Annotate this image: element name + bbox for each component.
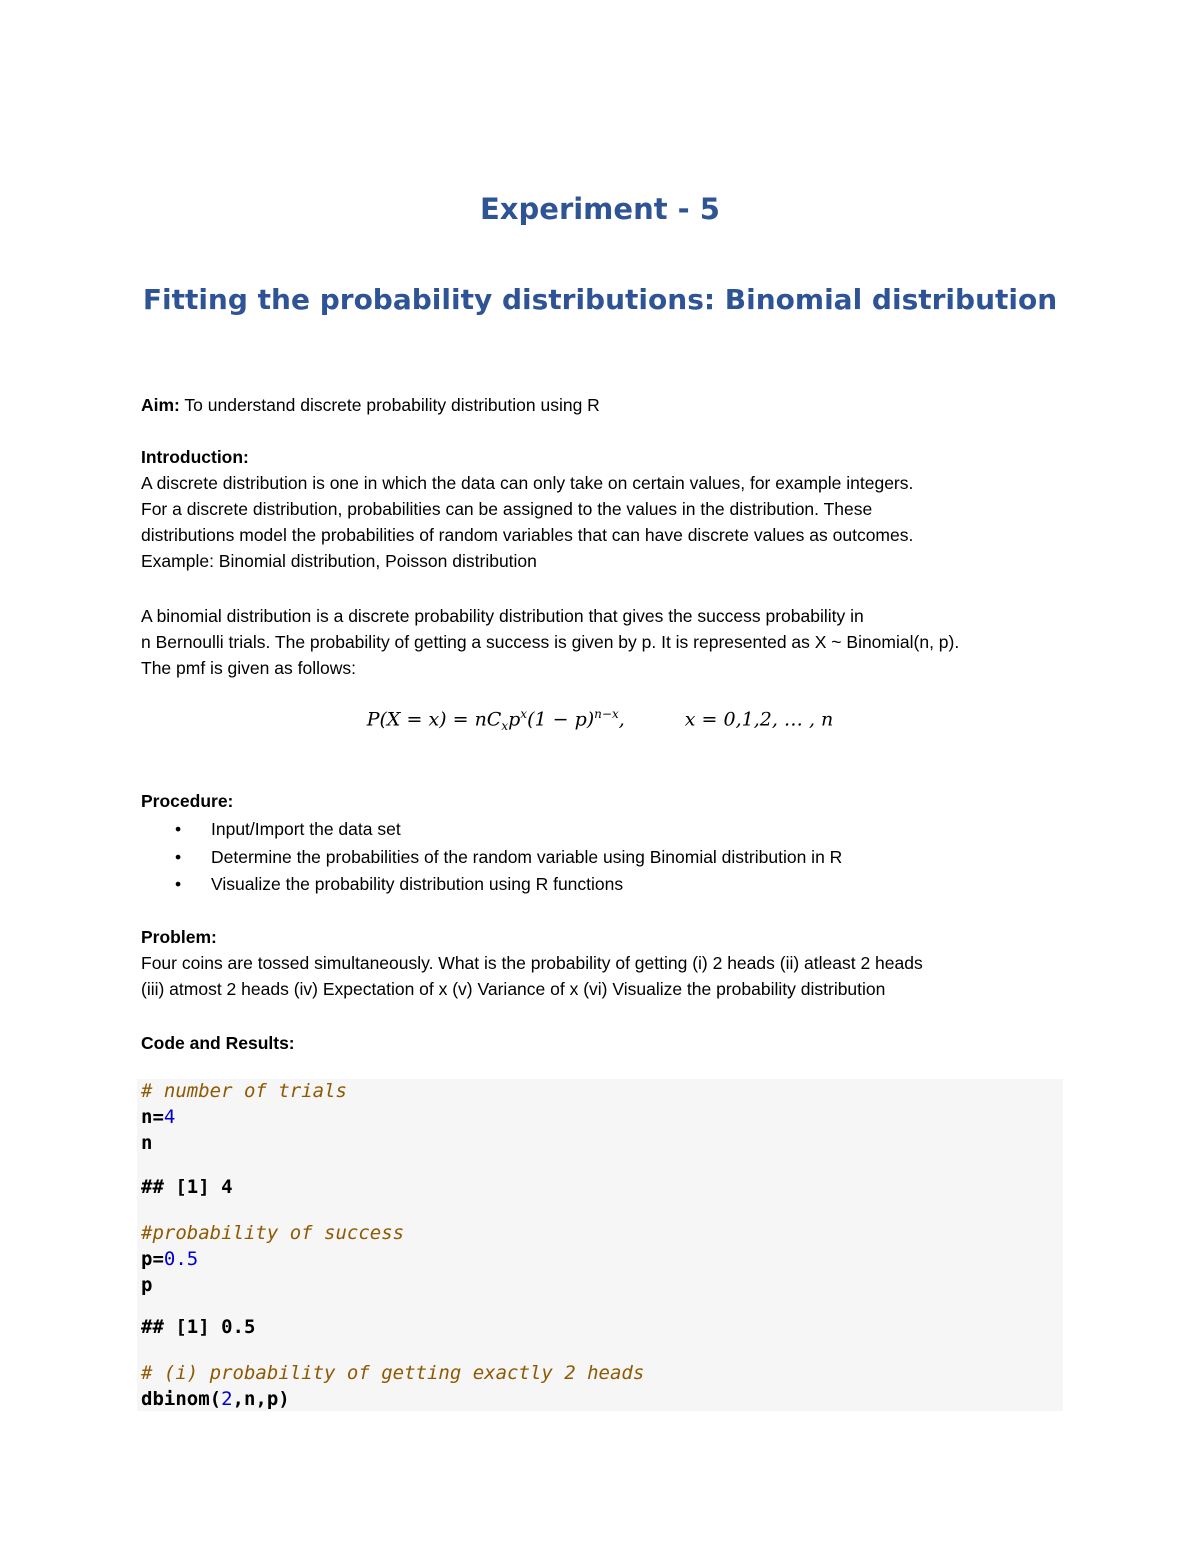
- code-token: n=: [141, 1106, 164, 1128]
- problem-line: (iii) atmost 2 heads (iv) Expectation of x (v) Variance of x (vi) Visualize the probability distribution: [141, 979, 886, 999]
- code-number: 0.5: [163, 1248, 199, 1270]
- binomial-line: The pmf is given as follows:: [141, 658, 356, 678]
- page-title: Experiment - 5: [480, 192, 720, 226]
- problem-label: Problem:: [141, 927, 217, 947]
- problem-section: [141, 924, 1071, 1002]
- page-subtitle: Fitting the probability distributions: Binomial distribution: [142, 283, 1058, 316]
- intro-line: For a discrete distribution, probabilities can be assigned to the values in the distribution. These: [141, 499, 873, 519]
- aim-label: Aim:: [141, 395, 180, 415]
- bullet-icon: •: [175, 819, 182, 839]
- introduction-section: [141, 444, 1071, 574]
- code-output: ## [1] 4: [141, 1176, 233, 1198]
- procedure-label: Procedure:: [141, 791, 234, 811]
- formula-subscript: x: [501, 719, 509, 734]
- binomial-paragraph: [141, 603, 1071, 681]
- bullet-icon: •: [175, 874, 182, 894]
- code-line: n: [141, 1132, 153, 1154]
- code-comment: # number of trials: [141, 1080, 347, 1102]
- procedure-item-text: Visualize the probability distribution using R functions: [211, 874, 624, 894]
- procedure-item-text: Determine the probabilities of the random variable using Binomial distribution in R: [211, 846, 843, 867]
- code-token: p=: [141, 1248, 164, 1270]
- intro-line: Example: Binomial distribution, Poisson distribution: [141, 551, 537, 571]
- bullet-icon: •: [175, 846, 182, 867]
- intro-line: distributions model the probabilities of random variables that can have discrete values as outcomes.: [141, 525, 914, 545]
- code-comment: # (i) probability of getting exactly 2 heads: [141, 1362, 645, 1384]
- list-item: [141, 871, 842, 899]
- code-output: ## [1] 0.5: [141, 1316, 256, 1338]
- formula-p: p: [508, 708, 521, 731]
- formula-rhs: x = 0,1,2, … , n: [684, 708, 834, 731]
- list-item: [141, 816, 842, 844]
- code-line: [141, 1106, 175, 1128]
- code-comment: #probability of success: [141, 1222, 405, 1244]
- code-block: [137, 1079, 1063, 1411]
- code-line: p: [141, 1274, 153, 1296]
- binomial-line: A binomial distribution is a discrete probability distribution that gives the success probability in: [141, 606, 864, 626]
- procedure-list: [141, 816, 842, 899]
- procedure-item-text: Input/Import the data set: [211, 819, 401, 839]
- formula-lhs: P(X = x) = nC: [366, 708, 502, 731]
- code-token: ,n,p): [232, 1388, 290, 1410]
- code-number: 4: [163, 1106, 176, 1128]
- aim-paragraph: [141, 392, 1071, 418]
- code-results-label: Code and Results:: [141, 1033, 295, 1053]
- aim-text: To understand discrete probability distribution using R: [179, 395, 600, 415]
- pmf-formula: [0, 707, 1200, 733]
- problem-line: Four coins are tossed simultaneously. What is the probability of getting (i) 2 heads (ii) atleast 2 heads: [141, 953, 923, 973]
- formula-comma: ,: [618, 708, 625, 731]
- code-line: [141, 1248, 198, 1270]
- intro-line: A discrete distribution is one in which the data can only take on certain values, for example integers.: [141, 473, 914, 493]
- code-token: dbinom(: [141, 1388, 222, 1410]
- code-number: 2: [221, 1388, 233, 1410]
- formula-mid: (1 − p): [527, 708, 595, 731]
- code-line: [141, 1388, 290, 1410]
- binomial-line: n Bernoulli trials. The probability of getting a success is given by p. It is represented as X ~ Binomial(n, p).: [141, 632, 960, 652]
- list-item: [141, 844, 842, 872]
- formula-exponent-n-x: n−x: [594, 707, 619, 721]
- introduction-label: Introduction:: [141, 447, 249, 467]
- formula-exponent-x: x: [520, 707, 528, 721]
